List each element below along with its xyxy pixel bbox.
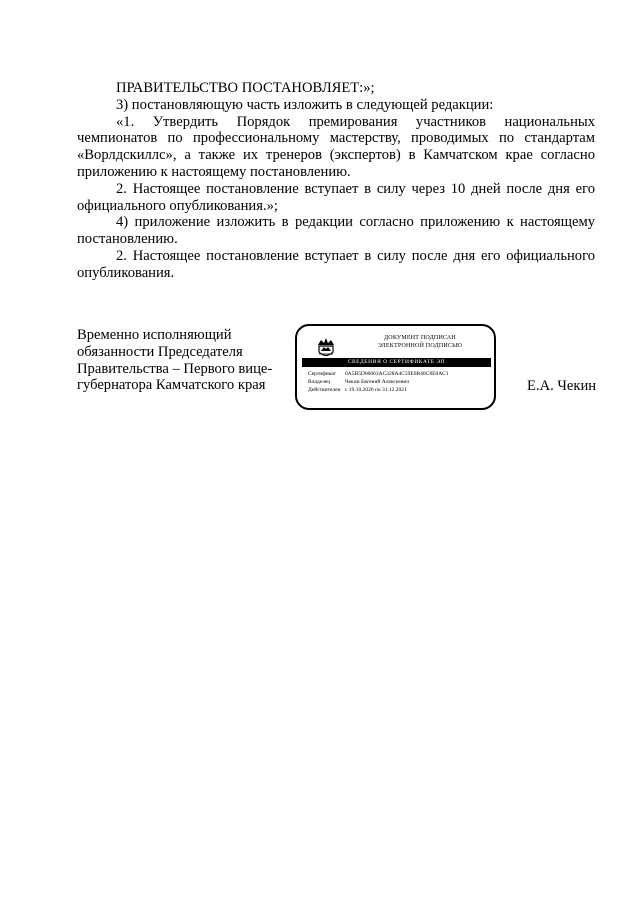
paragraph: 3) постановляющую часть изложить в следующей редакции: [116, 96, 494, 113]
stamp-row [308, 386, 493, 394]
stamp-row-value: с 19.10.2020 по 31.12.2021 [345, 387, 407, 393]
stamp-details [308, 370, 493, 394]
signer-position-line: губернатора Камчатского края [77, 377, 266, 394]
stamp-row-value: Чекин Евгений Алексеевич [345, 379, 410, 385]
paragraph: ПРАВИТЕЛЬСТВО ПОСТАНОВЛЯЕТ:»; [116, 80, 375, 96]
signer-position [77, 327, 287, 394]
coat-of-arms-icon [316, 337, 336, 359]
stamp-row-label: Сертификат [308, 371, 336, 377]
stamp-header-line: ЭЛЕКТРОННОЙ ПОДПИСЬЮ [377, 343, 463, 349]
stamp-header-line: ДОКУМЕНТ ПОДПИСАН [384, 335, 456, 341]
stamp-row [308, 378, 493, 386]
signer-position-line: Правительства – Первого вице- [77, 360, 273, 377]
stamp-row [308, 370, 493, 378]
document-body [77, 80, 595, 282]
stamp-header [345, 334, 495, 350]
stamp-row-label: Действителен [308, 387, 341, 393]
stamp-certificate-bar: СВЕДЕНИЯ О СЕРТИФИКАТЕ ЭП [302, 358, 491, 367]
signer-position-line: Временно исполняющий [77, 327, 232, 343]
paragraph: 2. Настоящее постановление вступает в силу после дня его официального опубликования. [77, 247, 595, 281]
paragraph: «1. Утвердить Порядок премирования участников национальных чемпионатов по профессиональному мастерству, проводимых по стандартам «Ворлдскиллс», а также их тренеров (экспертов) в Камчатском крае согласно приложению к настоящему постановлению. [77, 113, 595, 180]
signer-position-line: обязанности Председателя [77, 343, 243, 360]
paragraph: 2. Настоящее постановление вступает в силу через 10 дней после дня его официального опубликования.»; [77, 180, 595, 214]
electronic-signature-stamp [295, 324, 496, 410]
stamp-row-label: Владелец [308, 379, 331, 385]
stamp-row-value: 0A5B5D00063AC328A4C59E0B40C8E0AC1 [345, 371, 449, 377]
paragraph: 4) приложение изложить в редакции согласно приложению к настоящему постановлению. [77, 214, 595, 248]
signer-name: Е.А. Чекин [527, 378, 597, 394]
